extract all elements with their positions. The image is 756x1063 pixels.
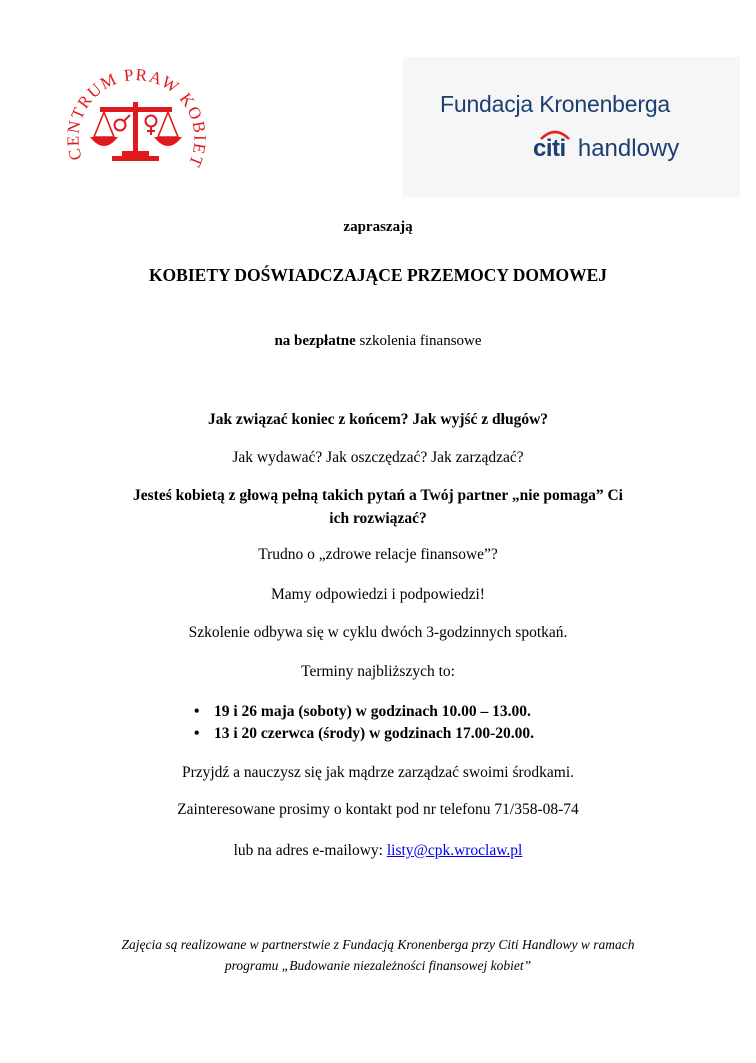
question-debt: Jak związać koniec z końcem? Jak wyjść z długów? bbox=[207, 411, 549, 428]
terms-heading: Terminy najbliższych to: bbox=[301, 663, 455, 680]
question-partner-line2: ich rozwiązać? bbox=[329, 510, 427, 527]
citi-handlowy-brand bbox=[533, 135, 679, 163]
fundacja-kronenberga-logo bbox=[403, 57, 740, 197]
citi-word: citi bbox=[533, 135, 572, 162]
list-item: • 19 i 26 maja (soboty) w godzinach 10.00 – 13.00. bbox=[194, 703, 531, 720]
come-text: Przyjdź a nauczysz się jak mądrze zarządzać swoimi środkami. bbox=[181, 764, 575, 781]
cycle-text: Szkolenie odbywa się w cyklu dwóch 3-godzinnych spotkań. bbox=[188, 624, 568, 641]
answers-text: Mamy odpowiedzi i podpowiedzi! bbox=[271, 586, 485, 603]
footer-line1: Zajęcia są realizowane w partnerstwie z Fundacją Kronenberga przy Citi Handlowy w ramach bbox=[121, 937, 635, 952]
footer-line2: programu „Budowanie niezależności finansowej kobiet” bbox=[224, 958, 532, 973]
subtitle: na bezpłatne szkolenia finansowe bbox=[274, 333, 482, 349]
page-title: KOBIETY DOŚWIADCZAJĄCE PRZEMOCY DOMOWEJ bbox=[148, 265, 608, 285]
bullet-icon: • bbox=[194, 725, 200, 742]
dates-list bbox=[190, 703, 534, 747]
invite-text: zapraszają bbox=[343, 219, 413, 235]
relations-text: Trudno o „zdrowe relacje finansowe”? bbox=[258, 546, 498, 563]
list-item: • 13 i 20 czerwca (środy) w godzinach 17.00-20.00. bbox=[194, 725, 535, 742]
centrum-praw-kobiet-logo bbox=[60, 55, 210, 205]
question-partner-line1: Jesteś kobietą z głową pełną takich pytań a Twój partner „nie pomaga” Ci bbox=[133, 487, 623, 504]
contact-email-text: lub na adres e-mailowy: listy@cpk.wroclaw.pl bbox=[233, 842, 523, 859]
question-spending: Jak wydawać? Jak oszczędzać? Jak zarządzać? bbox=[232, 449, 524, 466]
handlowy-word: handlowy bbox=[577, 135, 680, 162]
bullet-icon: • bbox=[194, 703, 200, 720]
contact-phone-text: Zainteresowane prosimy o kontakt pod nr telefonu 71/358-08-74 bbox=[177, 801, 579, 818]
scales-of-justice-icon bbox=[60, 55, 210, 205]
citi-arc-icon bbox=[539, 128, 571, 140]
email-link[interactable]: listy@cpk.wroclaw.pl bbox=[386, 842, 523, 859]
svg-text:CENTRUM PRAW KOBIET: CENTRUM PRAW KOBIET bbox=[63, 65, 210, 171]
kronenberg-title: Fundacja Kronenberga bbox=[440, 91, 670, 117]
